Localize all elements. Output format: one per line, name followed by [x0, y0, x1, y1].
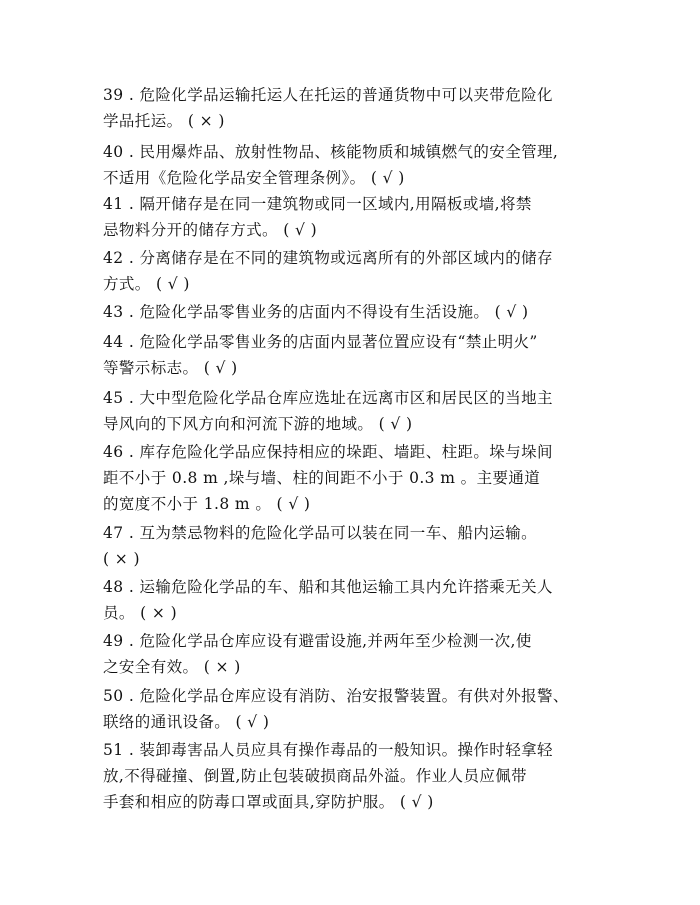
question-line: 等警示标志。 ( √ )	[103, 359, 238, 377]
question-line: 51 . 装卸毒害品人员应具有操作毒品的一般知识。操作时轻拿轻	[103, 741, 553, 759]
question-39	[103, 82, 643, 134]
question-46	[103, 439, 643, 517]
question-line: 联络的通讯设备。 ( √ )	[103, 713, 270, 731]
question-line: 47 . 互为禁忌物料的危险化学品可以装在同一车、船内运输。	[103, 524, 538, 542]
question-line: 的宽度不小于 1.8 m 。 ( √ )	[103, 495, 311, 513]
question-line: 43 . 危险化学品零售业务的店面内不得设有生活设施。 ( √ )	[103, 303, 529, 321]
question-line: 员。 ( × )	[103, 604, 178, 622]
question-45	[103, 385, 643, 437]
question-line: 48 . 运输危险化学品的车、船和其他运输工具内允许搭乘无关人	[103, 578, 553, 596]
question-line: 忌物料分开的储存方式。 ( √ )	[103, 221, 318, 239]
question-50	[103, 683, 643, 735]
question-48	[103, 574, 643, 626]
question-line: 放,不得碰撞、倒置,防止包装破损商品外溢。作业人员应佩带	[103, 767, 528, 785]
question-44	[103, 329, 643, 381]
question-line: 之安全有效。 ( × )	[103, 658, 241, 676]
question-51	[103, 737, 643, 815]
question-42	[103, 245, 643, 297]
question-line: 不适用《危险化学品安全管理条例》。 ( √ )	[103, 169, 405, 187]
question-line: 50 . 危险化学品仓库应设有消防、治安报警装置。有供对外报警、	[103, 687, 569, 705]
question-40	[103, 139, 643, 191]
question-41	[103, 191, 643, 243]
question-line: 42 . 分离储存是在不同的建筑物或远离所有的外部区域内的储存	[103, 249, 553, 267]
question-line: 45 . 大中型危险化学品仓库应选址在远离市区和居民区的当地主	[103, 389, 553, 407]
question-line: 49 . 危险化学品仓库应设有避雷设施,并两年至少检测一次,使	[103, 632, 532, 650]
question-49	[103, 628, 643, 680]
question-43	[103, 299, 643, 325]
question-line: 导风向的下风方向和河流下游的地域。 ( √ )	[103, 415, 413, 433]
question-line: 44 . 危险化学品零售业务的店面内显著位置应设有“禁止明火”	[103, 333, 538, 351]
question-line: ( × )	[103, 550, 140, 568]
question-line: 手套和相应的防毒口罩或面具,穿防护服。 ( √ )	[103, 793, 434, 811]
question-line: 41 . 隔开储存是在同一建筑物或同一区域内,用隔板或墙,将禁	[103, 195, 532, 213]
question-line: 学品托运。 ( × )	[103, 112, 225, 130]
question-47	[103, 520, 643, 572]
question-line: 39 . 危险化学品运输托运人在托运的普通货物中可以夹带危险化	[103, 86, 553, 104]
question-line: 距不小于 0.8 m ,垛与墙、柱的间距不小于 0.3 m 。主要通道	[103, 469, 541, 487]
question-line: 40 . 民用爆炸品、放射性物品、核能物质和城镇燃气的安全管理,	[103, 143, 559, 161]
question-line: 方式。 ( √ )	[103, 275, 190, 293]
question-line: 46 . 库存危险化学品应保持相应的垛距、墙距、柱距。垛与垛间	[103, 443, 553, 461]
